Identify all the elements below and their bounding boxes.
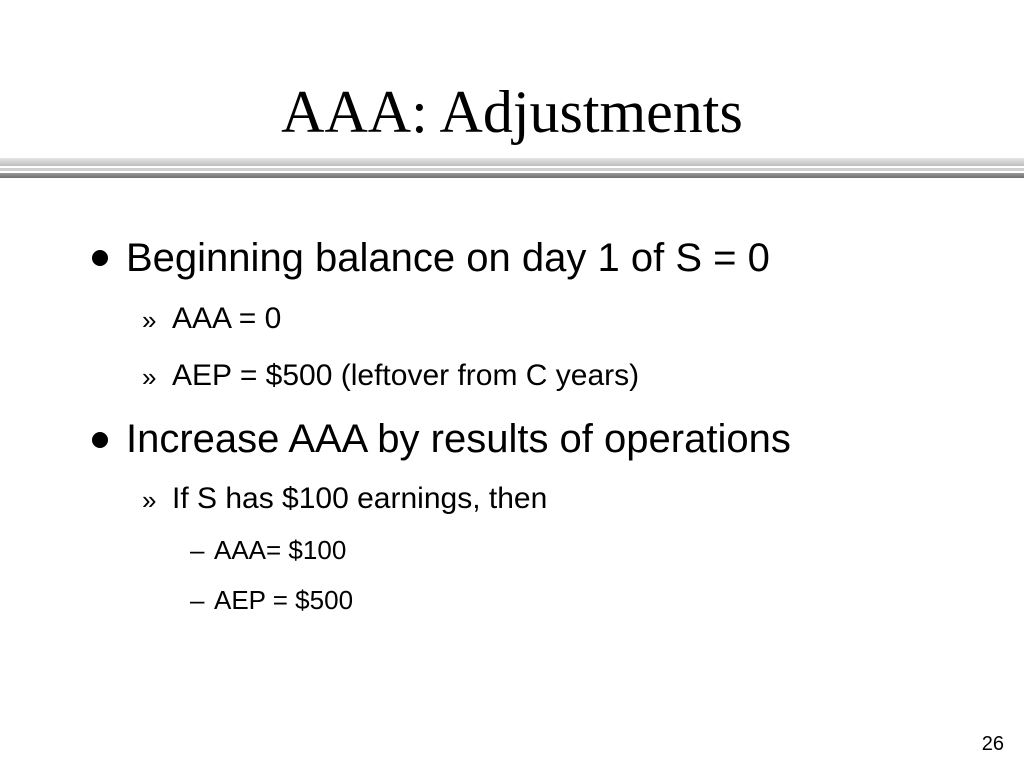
sub-sub-bullet-marker: –: [190, 535, 205, 565]
bullet-2-sub-1-sub-2-text: AEP = $500: [214, 585, 354, 615]
title-divider: [0, 158, 1024, 180]
bullet-2-sub-1-text: If S has $100 earnings, then: [172, 482, 548, 515]
divider-line-bottom: [0, 173, 1024, 178]
sub-bullet-marker: »: [142, 362, 157, 392]
bullet-dot-icon: [92, 250, 108, 266]
bullet-1-sub-2-text: AEP = $500 (leftover from C years): [172, 359, 640, 392]
page-number: 26: [981, 733, 1004, 755]
sub-sub-bullet-marker: –: [190, 585, 205, 615]
slide-title: AAA: Adjustments: [281, 79, 743, 145]
bullet-2-text: Increase AAA by results of operations: [126, 417, 791, 461]
sub-bullet-marker: »: [142, 305, 157, 335]
bullet-2-sub-1-sub-1-text: AAA= $100: [214, 535, 347, 565]
bullet-1-sub-1-text: AAA = 0: [172, 302, 282, 335]
sub-bullet-marker: »: [142, 485, 157, 515]
divider-line-middle: [0, 168, 1024, 171]
divider-line-top: [0, 158, 1024, 166]
bullet-dot-icon: [92, 432, 108, 448]
bullet-1-text: Beginning balance on day 1 of S = 0: [126, 236, 770, 280]
